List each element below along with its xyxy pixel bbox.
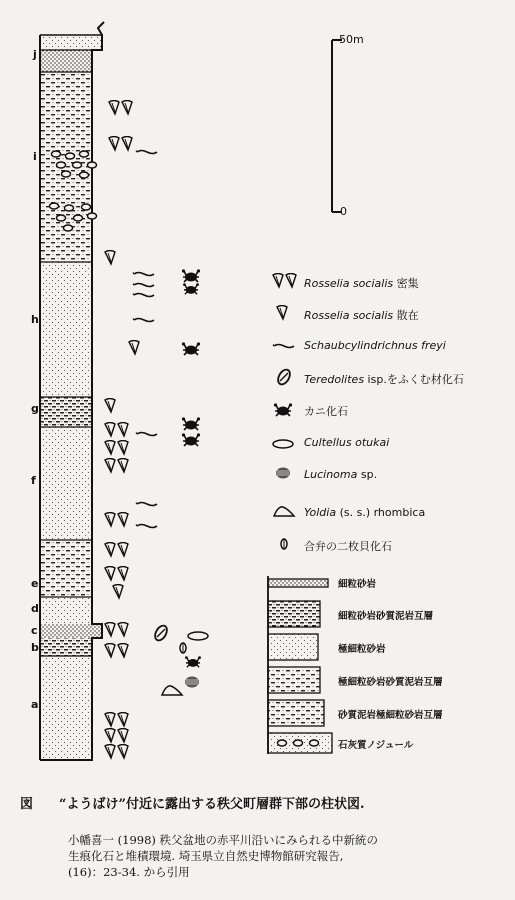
legend-yoldia: Yoldia (s. s.) rhombica (304, 506, 426, 519)
layer-h (40, 262, 92, 397)
swatch-fine-sandstone-mudstone (268, 601, 320, 627)
layer-d (40, 597, 92, 624)
legend-crab: カニ化石 (304, 405, 348, 418)
layer-a (40, 656, 92, 760)
schaubcylindrichnus-icon (273, 345, 294, 348)
lith-label-very-fine-sandstone: 極細粒砂岩 (338, 644, 386, 655)
lith-label-fine-sandstone: 細粒砂岩 (338, 579, 377, 590)
unit-label-i: i (33, 150, 37, 163)
lithology-legend-swatches (268, 576, 332, 754)
citation-line: (16)：23-34. から引用 (68, 865, 190, 879)
lucinoma-icon (276, 468, 290, 479)
swatch-fine-sandstone (268, 579, 328, 587)
unit-label-e: e (31, 577, 39, 590)
rosselia-sparse-icon (277, 306, 287, 320)
legend-schaubcylindrichnus: Schaubcylindrichnus freyi (304, 339, 446, 352)
unit-label-d: d (31, 602, 39, 615)
lith-label-very-fine-sandstone-mudstone: 極細粒砂岩砂質泥岩互層 (338, 677, 443, 688)
cultellus-icon (273, 440, 293, 448)
citation (68, 832, 468, 880)
citation-line: 生痕化石と堆積環境. 埼玉県立自然史博物館研究報告, (68, 849, 344, 863)
lith-label-calcareous-nodule: 石灰質ノジュール (338, 740, 414, 751)
unit-label-c: c (31, 624, 38, 637)
scale-bar (332, 40, 342, 212)
fossil-legend-icons (273, 274, 296, 550)
legend-cultellus: Cultellus otukai (304, 436, 390, 449)
legend-bivalve: 合弁の二枚貝化石 (304, 540, 392, 553)
scale-top-label: 50m (339, 33, 364, 46)
unit-label-h: h (31, 313, 39, 326)
layer-c (40, 624, 102, 638)
layer-f (40, 427, 92, 540)
lith-label-fine-sandstone-mudstone: 細粒砂岩砂質泥岩互層 (338, 611, 434, 622)
lith-label-mudstone-very-fine-sandstone: 砂質泥岩極細粒砂岩互層 (338, 710, 443, 721)
layer-e (40, 540, 92, 597)
legend-lucinoma: Lucinoma sp. (304, 468, 378, 481)
layer-j-top (40, 35, 102, 50)
legend-rosselia-sparse: Rosselia socialis 散在 (304, 309, 419, 322)
fossil-occurrences (105, 101, 208, 759)
swatch-very-fine-sandstone-mudstone (268, 667, 320, 693)
column (40, 22, 104, 760)
yoldia-icon (274, 507, 294, 516)
scale-bottom-label: 0 (340, 205, 347, 218)
unit-label-j: j (33, 48, 37, 61)
teredolites-wood-icon (276, 368, 293, 387)
swatch-mudstone-very-fine-sandstone (268, 700, 324, 726)
rosselia-dense-icon (273, 274, 296, 288)
swatch-very-fine-sandstone (268, 634, 318, 660)
legend-teredolites: Teredolites isp.をふくむ材化石 (304, 373, 464, 386)
layer-g (40, 397, 92, 427)
legend-rosselia-dense: Rosselia socialis 密集 (304, 277, 419, 290)
unit-label-b: b (31, 641, 39, 654)
layer-j (40, 50, 92, 72)
layer-b (40, 638, 92, 656)
citation-line: 小幡喜一 (1998) 秩父盆地の赤平川沿いにみられる中新統の (68, 833, 379, 847)
unit-label-a: a (31, 698, 39, 711)
layer-i (40, 72, 92, 262)
figure-caption: 図 “ようばけ”付近に露出する秩父町層群下部の柱状図. (20, 797, 365, 812)
crab-icon (274, 403, 292, 416)
unit-label-f: f (31, 474, 36, 487)
unit-label-g: g (31, 402, 39, 415)
bivalve-articulated-icon (281, 539, 287, 549)
